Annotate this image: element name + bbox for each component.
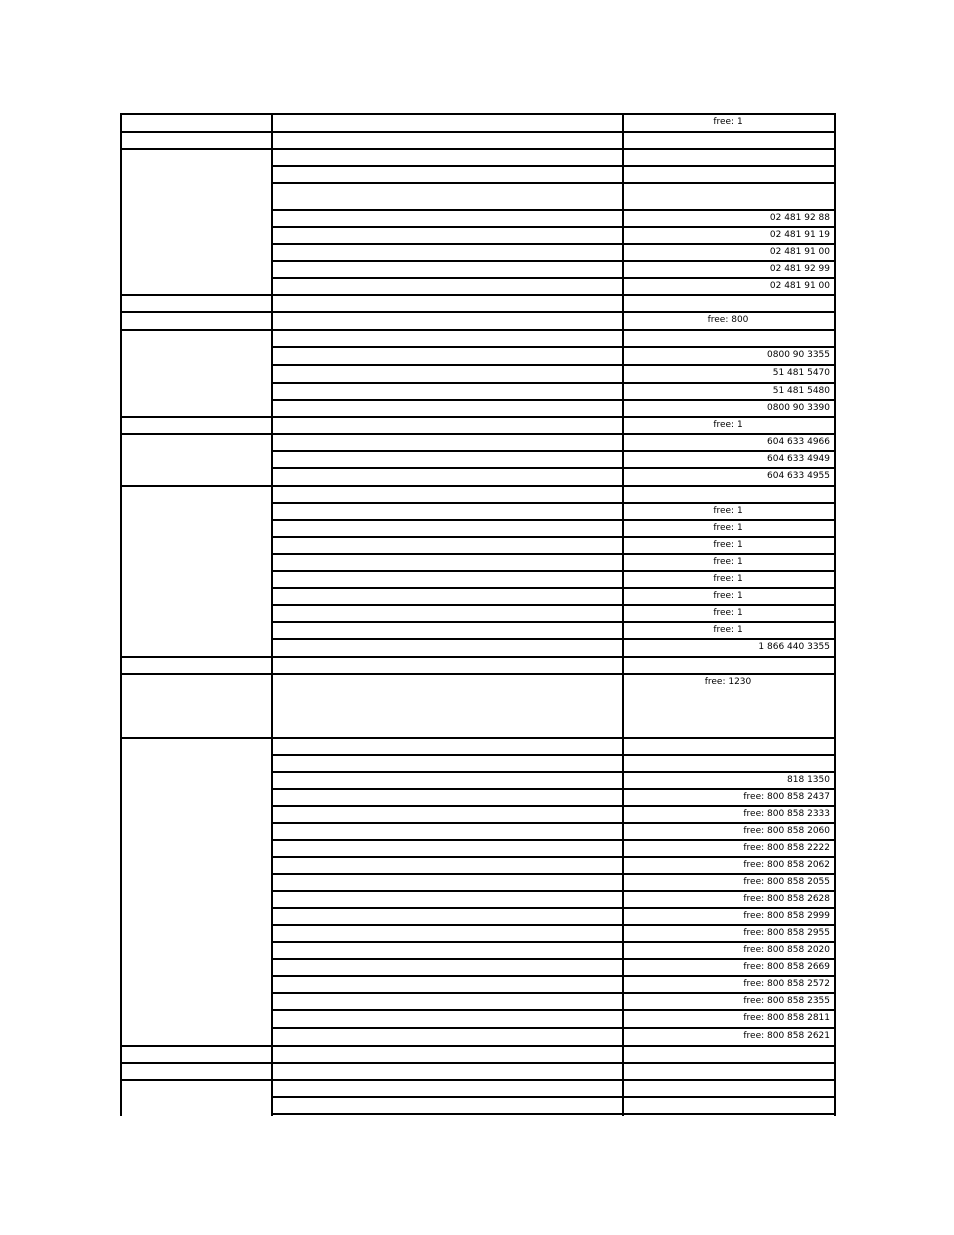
row-rule	[120, 433, 836, 435]
row-rule	[271, 839, 836, 841]
table-row-phone: 604 633 4955	[767, 471, 830, 481]
row-rule	[120, 131, 836, 133]
column-rule	[622, 113, 624, 1116]
row-rule	[120, 148, 836, 150]
row-rule	[120, 737, 836, 739]
table-row-phone: free: 800 858 2628	[743, 894, 830, 904]
table-row-phone: 604 633 4949	[767, 454, 830, 464]
table-row-phone: 51 481 5480	[772, 386, 830, 396]
row-rule	[271, 1027, 836, 1029]
table-row-phone: 02 481 91 00	[769, 247, 830, 257]
column-rule	[271, 113, 273, 1116]
row-rule	[271, 243, 836, 245]
row-rule	[271, 771, 836, 773]
table-row-phone: free: 1	[713, 117, 743, 127]
row-rule	[120, 656, 836, 658]
table-row-phone: free: 800 858 2055	[743, 877, 830, 887]
row-rule	[271, 450, 836, 452]
row-rule	[271, 975, 836, 977]
row-rule	[271, 621, 836, 623]
table-row-phone: free: 800 858 2669	[743, 962, 830, 972]
table-row-phone: free: 800 858 2222	[743, 843, 830, 853]
row-rule	[271, 822, 836, 824]
row-rule	[271, 754, 836, 756]
table-row-phone: free: 1	[713, 540, 743, 550]
row-rule	[120, 673, 836, 675]
row-rule	[271, 277, 836, 279]
table-row-phone: 1 866 440 3355	[758, 642, 830, 652]
row-rule	[271, 958, 836, 960]
row-rule	[271, 209, 836, 211]
row-rule	[120, 311, 836, 313]
row-rule	[271, 890, 836, 892]
table-row-phone: free: 800	[707, 315, 749, 325]
row-rule	[120, 416, 836, 418]
table-row-phone: 0800 90 3390	[767, 403, 830, 413]
row-rule	[271, 992, 836, 994]
row-rule	[271, 382, 836, 384]
row-rule	[271, 805, 836, 807]
row-rule	[271, 519, 836, 521]
table-row-phone: free: 800 858 2060	[743, 826, 830, 836]
row-rule	[271, 587, 836, 589]
table-row-phone: free: 1	[713, 608, 743, 618]
table-row-phone: free: 1	[713, 625, 743, 635]
table-row-phone: 0800 90 3355	[767, 350, 830, 360]
table-row-phone: free: 1	[713, 506, 743, 516]
row-rule	[271, 467, 836, 469]
row-rule	[271, 1096, 836, 1098]
row-rule	[271, 553, 836, 555]
row-rule	[271, 856, 836, 858]
table-row-phone: free: 1230	[704, 677, 752, 687]
table-row-phone: 02 481 91 19	[769, 230, 830, 240]
row-rule	[271, 364, 836, 366]
table-row-phone: 02 481 92 88	[769, 213, 830, 223]
row-rule	[271, 536, 836, 538]
table-row-phone: free: 800 858 2020	[743, 945, 830, 955]
row-rule	[120, 1079, 836, 1081]
table-row-phone: free: 800 858 2355	[743, 996, 830, 1006]
table-row-phone: 02 481 91 00	[769, 281, 830, 291]
row-rule	[271, 941, 836, 943]
table-row-phone: free: 800 858 2572	[743, 979, 830, 989]
table-row-phone: free: 800 858 2333	[743, 809, 830, 819]
row-rule	[120, 1062, 836, 1064]
row-rule	[271, 1113, 836, 1115]
row-rule	[271, 570, 836, 572]
row-rule	[120, 294, 836, 296]
row-rule	[271, 604, 836, 606]
table-row-phone: 02 481 92 99	[769, 264, 830, 274]
row-rule	[120, 329, 836, 331]
row-rule	[120, 113, 836, 115]
row-rule	[271, 873, 836, 875]
row-rule	[271, 165, 836, 167]
table-row-phone: free: 1	[713, 557, 743, 567]
table-row-phone: 51 481 5470	[772, 368, 830, 378]
row-rule	[271, 226, 836, 228]
column-rule	[834, 113, 836, 1116]
row-rule	[271, 260, 836, 262]
row-rule	[271, 502, 836, 504]
row-rule	[120, 485, 836, 487]
row-rule	[271, 907, 836, 909]
table-row-phone: free: 800 858 2621	[743, 1031, 830, 1041]
row-rule	[120, 1045, 836, 1047]
row-rule	[271, 346, 836, 348]
row-rule	[271, 924, 836, 926]
table-row-phone: 604 633 4966	[767, 437, 830, 447]
table-row-phone: free: 1	[713, 420, 743, 430]
table-row-phone: free: 800 858 2062	[743, 860, 830, 870]
table-row-phone: free: 1	[713, 574, 743, 584]
column-rule	[120, 113, 122, 1116]
table-row-phone: free: 1	[713, 591, 743, 601]
table-row-phone: 818 1350	[787, 775, 830, 785]
row-rule	[271, 182, 836, 184]
table-row-phone: free: 1	[713, 523, 743, 533]
table-row-phone: free: 800 858 2811	[743, 1013, 830, 1023]
row-rule	[271, 638, 836, 640]
row-rule	[271, 1009, 836, 1011]
table-row-phone: free: 800 858 2437	[743, 792, 830, 802]
row-rule	[271, 399, 836, 401]
table-row-phone: free: 800 858 2955	[743, 928, 830, 938]
table-row-phone: free: 800 858 2999	[743, 911, 830, 921]
row-rule	[271, 788, 836, 790]
